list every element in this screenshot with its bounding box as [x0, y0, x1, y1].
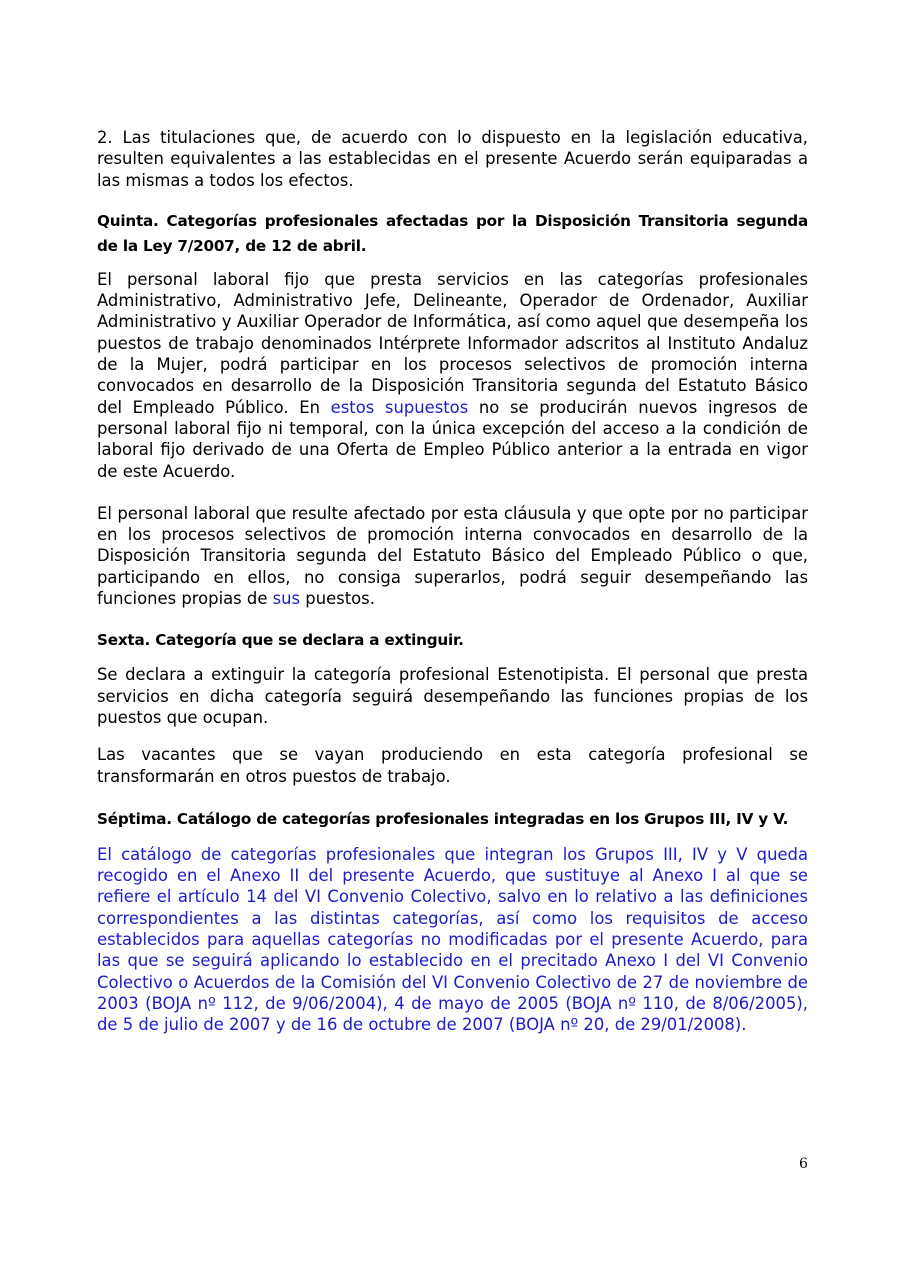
- paragraph-personal-laboral-fijo: [97, 269, 808, 482]
- paragraph-catalogo: El catálogo de categorías profesionales que integran los Grupos III, IV y V queda recogido en el Anexo II del presente Acuerdo, que sustituye al Anexo I al que se refiere el artículo 14 del VI Convenio Colectivo, salvo en lo relativo a las definiciones correspondientes a las distintas categorías, así como los requisitos de acceso establecidos para aquellas categorías no modificadas por el presente Acuerdo, para las que se seguirá aplicando lo establecido en el precitado Anexo I del VI Convenio Colectivo o Acuerdos de la Comisión del VI Convenio Colectivo de 27 de noviembre de 2003 (BOJA nº 112, de 9/06/2004), 4 de mayo de 2005 (BOJA nº 110, de 8/06/2005), de 5 de julio de 2007 y de 16 de octubre de 2007 (BOJA nº 20, de 29/01/2008).: [97, 844, 808, 1035]
- highlighted-text: sus: [272, 589, 301, 609]
- paragraph-estenotipista: Se declara a extinguir la categoría profesional Estenotipista. El personal que presta servicios en dicha categoría seguirá desempeñando las funciones propias de los puestos que ocupan.: [97, 665, 808, 727]
- heading-sexta: Sexta. Categoría que se declara a extinguir.: [97, 631, 464, 650]
- highlighted-text: estos supuestos: [330, 397, 469, 417]
- heading-septima: Séptima. Catálogo de categorías profesionales integradas en los Grupos III, IV y V.: [97, 809, 789, 828]
- paragraph-vacantes: Las vacantes que se vayan produciendo en esta categoría profesional se transformarán en otros puestos de trabajo.: [97, 745, 808, 786]
- paragraph-text: no se producirán nuevos ingresos de personal laboral fijo ni temporal, con la única excepción del acceso a la condición de laboral fijo derivado de una Oferta de Empleo Público anterior a la entrada en vigor de este Acuerdo.: [97, 397, 809, 481]
- page-number: 6: [799, 1156, 808, 1172]
- paragraph-text: El personal laboral que resulte afectado por esta cláusula y que opte por no participar en los procesos selectivos de promoción interna convocados en desarrollo de la Disposición Transitoria segunda del Estatuto Básico del Empleado Público o que, participando en ellos, no consiga superarlos, podrá seguir desempeñando las funciones propias de: [97, 503, 808, 609]
- paragraph-titulaciones: 2. Las titulaciones que, de acuerdo con lo dispuesto en la legislación educativa, resulten equivalentes a las establecidas en el presente Acuerdo serán equiparadas a las mismas a todos los efectos.: [97, 128, 808, 190]
- heading-quinta: Quinta. Categorías profesionales afectadas por la Disposición Transitoria segunda de la Ley 7/2007, de 12 de abril.: [97, 211, 808, 255]
- paragraph-text: puestos.: [300, 589, 375, 609]
- document-body: [97, 127, 808, 1036]
- paragraph-personal-afectado: [97, 503, 808, 609]
- paragraph-text: El personal laboral fijo que presta servicios en las categorías profesionales Administrativo, Administrativo Jefe, Delineante, Operador de Ordenador, Auxiliar Administrativo y Auxiliar Operador de Informática, así como aquel que desempeña los puestos de trabajo denominados Intérprete Informador adscritos al Instituto Andaluz de la Mujer, podrá participar en los procesos selectivos de promoción interna convocados en desarrollo de la Disposición Transitoria segunda del Estatuto Básico del Empleado Público. En: [97, 269, 808, 417]
